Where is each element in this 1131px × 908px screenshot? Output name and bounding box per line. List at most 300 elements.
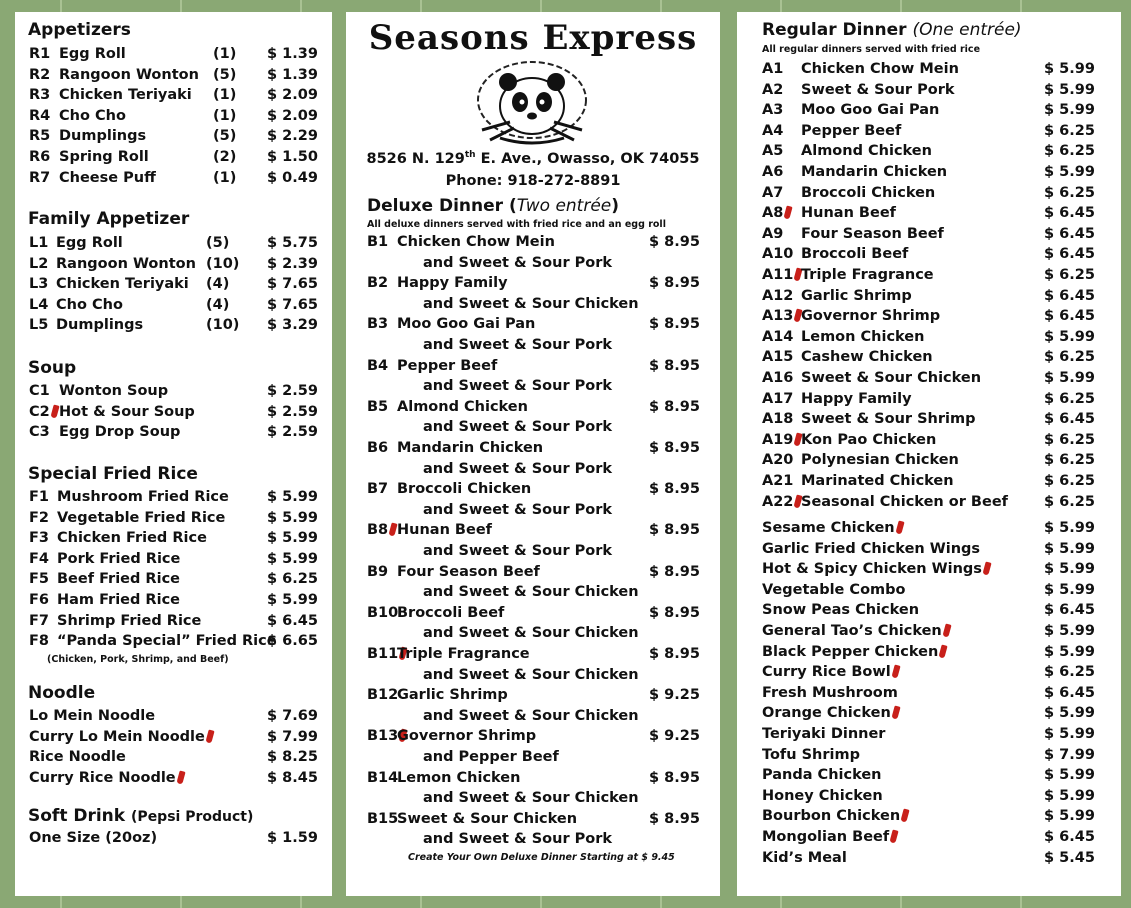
item-code: A3 xyxy=(762,102,784,119)
regular-note: All regular dinners served with fried rice xyxy=(762,44,981,55)
item-code: B12 xyxy=(367,687,399,704)
menu-item xyxy=(29,590,329,610)
menu-item xyxy=(29,44,329,64)
item-name: Fresh Mushroom xyxy=(762,684,898,701)
item-price: $ 8.95 xyxy=(649,810,700,827)
item-code: A8 xyxy=(762,203,791,223)
item-code: B5 xyxy=(367,398,389,415)
menu-item xyxy=(367,314,707,334)
menu-item xyxy=(29,65,329,85)
menu-item xyxy=(762,580,1112,600)
item-price: $ 8.95 xyxy=(649,234,700,250)
item-name: “Panda Special” Fried Rice xyxy=(57,633,277,650)
item-price: $ 5.99 xyxy=(1044,643,1095,660)
regular-title: Regular Dinner xyxy=(762,20,913,40)
restaurant-name: Seasons Express xyxy=(368,18,698,58)
menu-item xyxy=(29,106,329,126)
menu-item xyxy=(367,603,707,623)
item-price: $ 5.99 xyxy=(1044,328,1095,345)
item-price: $ 8.95 xyxy=(649,646,700,662)
item-name: Egg Roll xyxy=(59,46,126,62)
chili-pepper-icon xyxy=(205,729,214,743)
item-price: $ 8.95 xyxy=(649,769,700,786)
item-name: Pork Fried Rice xyxy=(57,550,181,567)
item-name: Kon Pao Chicken xyxy=(801,431,937,448)
chili-pepper-icon xyxy=(891,665,900,679)
regular-title-italic: (One entrée) xyxy=(912,20,1022,40)
menu-item xyxy=(762,368,1112,388)
deluxe-title-italic: Two entrée xyxy=(516,196,612,216)
menu-item xyxy=(29,402,329,422)
item-price: $ 1.39 xyxy=(267,66,318,83)
item-quantity: (1) xyxy=(213,169,237,186)
menu-item xyxy=(367,438,707,458)
item-name: Chicken Fried Rice xyxy=(57,530,207,547)
item-name: Moo Goo Gai Pan xyxy=(801,102,940,119)
item-price: $ 8.45 xyxy=(267,769,318,786)
menu-item xyxy=(762,244,1112,264)
item-code: A20 xyxy=(762,452,794,469)
item-code: F7 xyxy=(29,612,49,629)
item-second-entree: and Sweet & Sour Chicken xyxy=(423,790,639,807)
menu-item xyxy=(762,642,1112,662)
item-code: B6 xyxy=(367,440,389,456)
item-name: Broccoli Beef xyxy=(397,604,505,621)
item-name: Governor Shrimp xyxy=(397,728,537,745)
item-price: $ 6.45 xyxy=(1044,308,1095,325)
menu-item xyxy=(762,80,1112,100)
item-code: F3 xyxy=(29,530,49,547)
item-name: Spring Roll xyxy=(59,149,149,165)
menu-item xyxy=(29,126,329,146)
chili-pepper-icon xyxy=(891,706,900,720)
item-quantity: (4) xyxy=(206,296,230,313)
menu-item xyxy=(29,254,329,274)
item-code: B15 xyxy=(367,810,399,827)
menu-item xyxy=(762,141,1112,161)
item-name: Kid’s Meal xyxy=(762,849,847,866)
item-name: Chicken Chow Mein xyxy=(397,234,555,250)
item-price: $ 5.99 xyxy=(1044,705,1095,722)
menu-item xyxy=(367,479,707,499)
item-quantity: (1) xyxy=(213,46,237,62)
item-price: $ 1.50 xyxy=(267,149,318,165)
item-name: Rangoon Wonton xyxy=(59,66,199,83)
menu-item xyxy=(29,706,329,726)
item-second-entree: and Sweet & Sour Pork xyxy=(423,254,613,271)
item-code: A11 xyxy=(762,265,801,285)
item-code: L4 xyxy=(29,296,49,313)
item-code: R7 xyxy=(29,169,51,186)
menu-item xyxy=(29,508,329,528)
item-price: $ 1.39 xyxy=(267,46,318,62)
soft-drink-subtitle: (Pepsi Product) xyxy=(131,809,254,825)
item-name: Ham Fried Rice xyxy=(57,592,181,608)
item-name: Vegetable Combo xyxy=(762,581,906,598)
item-price: $ 8.95 xyxy=(649,563,700,580)
item-name: Chicken Chow Mein xyxy=(801,61,959,77)
item-second-entree: and Sweet & Sour Chicken xyxy=(423,666,639,683)
item-code: A5 xyxy=(762,143,784,160)
item-quantity: (5) xyxy=(213,128,237,145)
item-name: Happy Family xyxy=(397,275,508,292)
item-price: $ 6.45 xyxy=(1044,829,1095,845)
item-code: B2 xyxy=(367,275,389,292)
item-name: General Tao’s Chicken xyxy=(762,621,950,641)
item-code: B7 xyxy=(367,481,389,498)
menu-item xyxy=(29,768,329,788)
item-code: R6 xyxy=(29,149,51,165)
item-price: $ 9.25 xyxy=(649,728,700,745)
item-second-entree: and Sweet & Sour Chicken xyxy=(423,295,639,312)
menu-item xyxy=(762,389,1112,409)
menu-item xyxy=(29,85,329,105)
item-code: A21 xyxy=(762,473,794,489)
item-name: Polynesian Chicken xyxy=(801,452,959,469)
item-price: $ 5.99 xyxy=(1044,520,1095,536)
item-price: $ 6.45 xyxy=(1044,287,1095,304)
item-second-entree: and Sweet & Sour Pork xyxy=(423,543,613,559)
item-code: A9 xyxy=(762,225,784,242)
item-code: A4 xyxy=(762,122,784,139)
item-name: Pepper Beef xyxy=(801,122,902,139)
item-name: Snow Peas Chicken xyxy=(762,602,920,619)
item-code: B14 xyxy=(367,769,399,786)
item-name: Hot & Spicy Chicken Wings xyxy=(762,559,990,579)
item-name: Seasonal Chicken or Beef xyxy=(801,493,1008,510)
menu-item xyxy=(762,806,1112,826)
address-sup: th xyxy=(464,150,476,160)
item-code: C2 xyxy=(29,402,58,422)
regular-dinner-heading xyxy=(762,20,1022,40)
chili-pepper-icon xyxy=(176,770,185,784)
item-code: A14 xyxy=(762,328,794,345)
menu-item xyxy=(762,786,1112,806)
item-quantity: (10) xyxy=(206,317,240,334)
menu-item xyxy=(29,381,329,401)
item-price: $ 6.25 xyxy=(1044,390,1095,407)
menu-item xyxy=(29,549,329,569)
item-price: $ 8.95 xyxy=(649,481,700,498)
menu-item xyxy=(29,168,329,188)
menu-item xyxy=(29,569,329,589)
item-price: $ 8.95 xyxy=(649,398,700,415)
item-code: A10 xyxy=(762,246,794,263)
menu-item xyxy=(762,559,1112,579)
item-price: $ 5.99 xyxy=(1044,561,1095,578)
item-name: Beef Fried Rice xyxy=(57,571,181,588)
appetizers-heading: Appetizers xyxy=(28,20,131,40)
item-name: Triple Fragrance xyxy=(801,267,934,283)
item-name: Pepper Beef xyxy=(397,357,498,374)
menu-item xyxy=(762,224,1112,244)
menu-item xyxy=(762,327,1112,347)
item-name: Cho Cho xyxy=(59,107,126,124)
item-code: A6 xyxy=(762,164,784,180)
item-price: $ 2.09 xyxy=(267,107,318,124)
menu-item xyxy=(762,306,1112,326)
item-price: $ 3.29 xyxy=(267,317,318,334)
fried-rice-heading: Special Fried Rice xyxy=(28,464,198,484)
item-name: Vegetable Fried Rice xyxy=(57,509,226,526)
item-second-entree: and Pepper Beef xyxy=(423,749,559,765)
item-price: $ 2.29 xyxy=(267,128,318,145)
menu-item xyxy=(762,745,1112,765)
chili-pepper-icon xyxy=(890,829,899,843)
item-code: A7 xyxy=(762,184,784,201)
item-code: B3 xyxy=(367,316,389,333)
item-price: $ 5.99 xyxy=(267,530,318,547)
item-name: Wonton Soup xyxy=(59,383,169,399)
item-price: $ 7.69 xyxy=(267,708,318,724)
item-code: B13 xyxy=(367,726,406,746)
item-price: $ 5.99 xyxy=(1044,581,1095,598)
item-price: $ 5.99 xyxy=(1044,102,1095,119)
item-price: $ 7.99 xyxy=(267,728,318,745)
item-price: $ 5.99 xyxy=(1044,61,1095,77)
item-code: L5 xyxy=(29,317,49,334)
item-name: One Size (20oz) xyxy=(29,830,158,846)
item-code: A22 xyxy=(762,492,801,512)
item-price: $ 6.45 xyxy=(1044,225,1095,242)
item-name: Sweet & Sour Chicken xyxy=(397,810,578,827)
item-name: Mandarin Chicken xyxy=(397,440,544,456)
chili-pepper-icon xyxy=(50,404,59,418)
item-price: $ 6.25 xyxy=(1044,664,1095,681)
item-code: A15 xyxy=(762,349,794,366)
item-name: Marinated Chicken xyxy=(801,473,954,489)
item-name: Curry Rice Noodle xyxy=(29,768,184,788)
address-part: 8526 N. 129 xyxy=(366,150,465,167)
item-price: $ 6.45 xyxy=(1044,246,1095,263)
item-price: $ 5.75 xyxy=(267,235,318,251)
item-name: Broccoli Chicken xyxy=(397,481,532,498)
item-code: L3 xyxy=(29,276,49,293)
item-second-entree: and Sweet & Sour Pork xyxy=(423,501,613,518)
item-code: B9 xyxy=(367,563,389,580)
menu-item xyxy=(762,683,1112,703)
menu-panel-center xyxy=(346,12,720,896)
item-price: $ 5.99 xyxy=(1044,540,1095,557)
item-price: $ 7.99 xyxy=(1044,746,1095,763)
menu-item xyxy=(29,528,329,548)
item-quantity: (1) xyxy=(213,107,237,124)
item-name: Cho Cho xyxy=(56,296,123,313)
item-name: Black Pepper Chicken xyxy=(762,642,946,662)
item-name: Dumplings xyxy=(59,128,147,145)
item-name: Teriyaki Dinner xyxy=(762,726,886,742)
item-price: $ 5.99 xyxy=(1044,787,1095,804)
item-name: Honey Chicken xyxy=(762,787,883,804)
item-code: B10 xyxy=(367,604,399,621)
menu-item xyxy=(29,727,329,747)
menu-item xyxy=(762,430,1112,450)
menu-item xyxy=(29,611,329,631)
item-price: $ 0.49 xyxy=(267,169,318,186)
item-code: L1 xyxy=(29,235,49,251)
item-second-entree: and Sweet & Sour Chicken xyxy=(423,625,639,642)
restaurant-phone: Phone: 918-272-8891 xyxy=(445,173,621,189)
noodle-heading: Noodle xyxy=(28,683,96,703)
menu-item xyxy=(762,765,1112,785)
menu-item xyxy=(762,183,1112,203)
item-name: Orange Chicken xyxy=(762,703,899,723)
item-second-entree: and Sweet & Sour Pork xyxy=(423,378,613,395)
menu-item xyxy=(762,662,1112,682)
menu-item xyxy=(29,233,329,253)
menu-item xyxy=(29,147,329,167)
item-name: Lemon Chicken xyxy=(801,328,925,345)
menu-item xyxy=(367,768,707,788)
menu-item xyxy=(367,562,707,582)
item-price: $ 1.59 xyxy=(267,830,318,846)
restaurant-address xyxy=(346,150,720,167)
item-price: $ 6.25 xyxy=(1044,452,1095,469)
menu-item xyxy=(29,487,329,507)
item-name: Broccoli Beef xyxy=(801,246,909,263)
menu-item xyxy=(762,203,1112,223)
item-price: $ 5.99 xyxy=(267,550,318,567)
item-quantity: (1) xyxy=(213,87,237,104)
item-price: $ 5.99 xyxy=(1044,623,1095,639)
chili-pepper-icon xyxy=(784,206,793,220)
item-name: Panda Chicken xyxy=(762,767,882,784)
item-name: Bourbon Chicken xyxy=(762,806,908,826)
chili-pepper-icon xyxy=(942,623,951,637)
item-name: Lo Mein Noodle xyxy=(29,708,156,724)
item-price: $ 6.25 xyxy=(1044,184,1095,201)
item-price: $ 5.99 xyxy=(1044,808,1095,825)
item-price: $ 2.59 xyxy=(267,383,318,399)
menu-item xyxy=(29,828,329,848)
item-price: $ 6.25 xyxy=(1044,122,1095,139)
menu-item xyxy=(367,356,707,376)
soft-drink-title: Soft Drink xyxy=(28,806,126,826)
item-code: F1 xyxy=(29,489,49,505)
item-name: Governor Shrimp xyxy=(801,308,941,325)
item-price: $ 2.59 xyxy=(267,403,318,420)
item-name: Mongolian Beef xyxy=(762,827,897,847)
menu-item xyxy=(762,347,1112,367)
item-price: $ 8.95 xyxy=(649,522,700,539)
item-price: $ 5.99 xyxy=(267,509,318,526)
item-name: Mushroom Fried Rice xyxy=(57,489,229,505)
menu-item xyxy=(762,471,1112,491)
menu-item xyxy=(762,600,1112,620)
item-second-entree: and Sweet & Sour Pork xyxy=(423,460,613,477)
item-second-entree: and Sweet & Sour Pork xyxy=(423,337,613,353)
item-code: A16 xyxy=(762,370,794,386)
item-code: R2 xyxy=(29,66,51,83)
menu-item xyxy=(762,827,1112,847)
item-name: Lemon Chicken xyxy=(397,769,521,786)
menu-panel-left xyxy=(15,12,332,896)
item-price: $ 6.25 xyxy=(1044,493,1095,510)
item-name: Almond Chicken xyxy=(397,398,528,415)
item-price: $ 5.99 xyxy=(267,489,318,505)
item-name: Dumplings xyxy=(56,317,144,334)
menu-item xyxy=(762,724,1112,744)
menu-item xyxy=(367,644,707,664)
item-price: $ 8.25 xyxy=(267,749,318,766)
item-name: Hunan Beef xyxy=(801,205,896,222)
item-name: Mandarin Chicken xyxy=(801,164,948,180)
item-name: Almond Chicken xyxy=(801,143,932,160)
item-name: Sweet & Sour Shrimp xyxy=(801,411,976,428)
item-second-entree: and Sweet & Sour Pork xyxy=(423,831,613,848)
item-quantity: (5) xyxy=(206,235,230,251)
menu-item xyxy=(29,295,329,315)
item-code: B4 xyxy=(367,357,389,374)
item-price: $ 6.25 xyxy=(1044,431,1095,448)
menu-item xyxy=(367,397,707,417)
menu-item xyxy=(367,685,707,705)
deluxe-dinner-heading xyxy=(367,196,619,216)
menu-item xyxy=(762,265,1112,285)
menu-item xyxy=(762,518,1112,538)
item-name: Moo Goo Gai Pan xyxy=(397,316,536,333)
menu-item xyxy=(367,809,707,829)
item-price: $ 6.45 xyxy=(267,612,318,629)
soup-heading: Soup xyxy=(28,358,77,378)
item-name: Four Season Beef xyxy=(801,225,944,242)
menu-item xyxy=(762,409,1112,429)
menu-item xyxy=(762,492,1112,512)
item-price: $ 2.39 xyxy=(267,255,318,272)
item-price: $ 6.25 xyxy=(1044,473,1095,489)
item-code: F8 xyxy=(29,633,49,650)
item-name: Hot & Sour Soup xyxy=(59,403,195,420)
menu-item xyxy=(762,539,1112,559)
chili-pepper-icon xyxy=(982,562,991,576)
item-name: Sweet & Sour Chicken xyxy=(801,370,982,386)
menu-item xyxy=(762,450,1112,470)
chili-pepper-icon xyxy=(895,520,904,534)
item-second-entree: and Sweet & Sour Chicken xyxy=(423,707,639,724)
item-code: B11 xyxy=(367,644,406,664)
menu-item xyxy=(29,315,329,335)
item-code: R5 xyxy=(29,128,51,145)
item-name: Broccoli Chicken xyxy=(801,184,936,201)
item-name: Curry Lo Mein Noodle xyxy=(29,727,213,747)
item-code: F5 xyxy=(29,571,49,588)
item-name: Tofu Shrimp xyxy=(762,746,860,763)
family-appetizer-heading: Family Appetizer xyxy=(28,209,190,229)
menu-item xyxy=(762,703,1112,723)
item-quantity: (10) xyxy=(206,255,240,272)
item-code: A2 xyxy=(762,81,784,98)
item-price: $ 5.99 xyxy=(1044,81,1095,98)
address-part: E. Ave., Owasso, OK 74055 xyxy=(475,150,700,167)
item-name: Shrimp Fried Rice xyxy=(57,612,202,629)
deluxe-title-end: ) xyxy=(611,196,620,216)
item-price: $ 6.25 xyxy=(1044,267,1095,283)
item-price: $ 6.25 xyxy=(1044,349,1095,366)
item-code: L2 xyxy=(29,255,49,272)
menu-item xyxy=(762,100,1112,120)
item-price: $ 6.45 xyxy=(1044,411,1095,428)
item-code: F6 xyxy=(29,592,49,608)
item-name: Sesame Chicken xyxy=(762,518,903,538)
item-price: $ 5.99 xyxy=(1044,164,1095,180)
item-second-entree: and Sweet & Sour Chicken xyxy=(423,584,639,601)
item-name: Cashew Chicken xyxy=(801,349,933,366)
item-price: $ 8.95 xyxy=(649,316,700,333)
item-price: $ 6.45 xyxy=(1044,205,1095,222)
item-code: R3 xyxy=(29,87,51,104)
item-price: $ 8.95 xyxy=(649,440,700,456)
item-code: A17 xyxy=(762,390,794,407)
